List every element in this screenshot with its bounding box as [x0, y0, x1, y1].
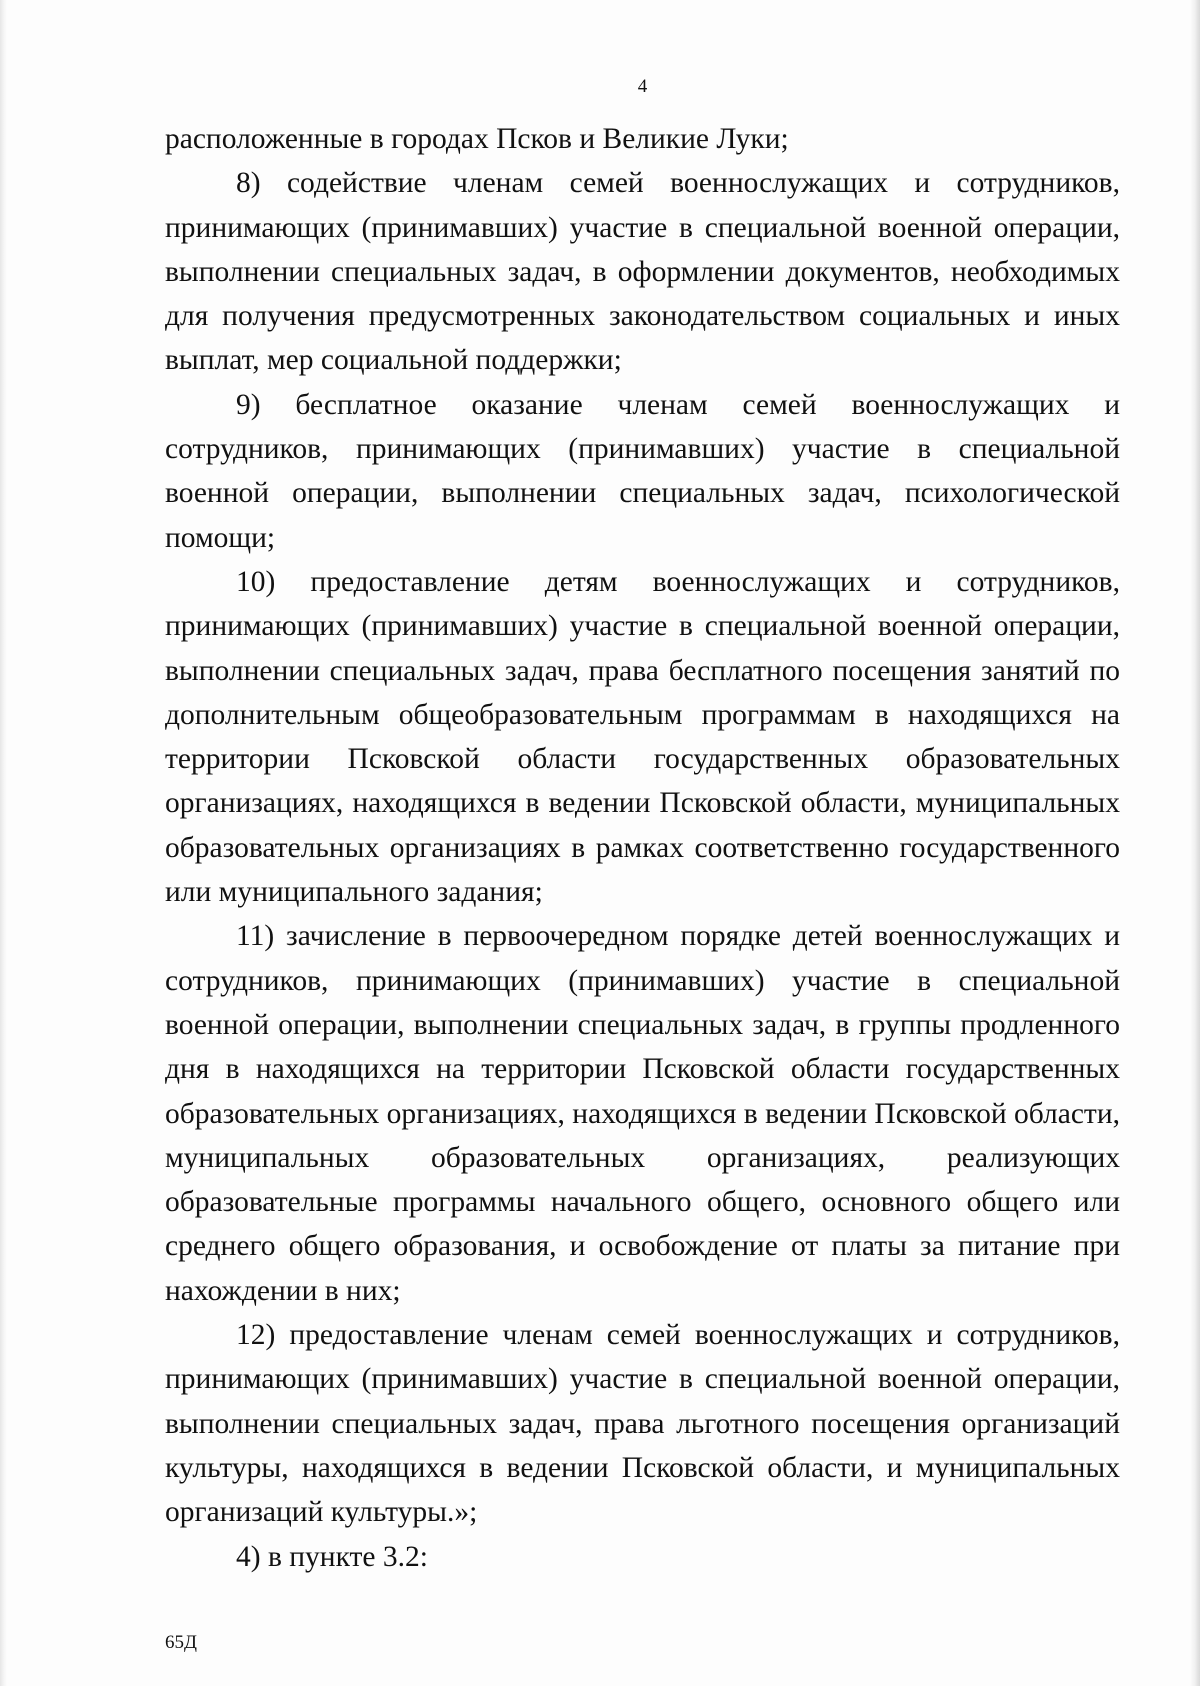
paragraph-item-10: 10) предоставление детям военнослужащих и сотрудников, принимающих (принимавших) участие в специальной военной операции, выполнении специальных задач, права бесплатного посещения занятий по дополнительным общеобразовательным программам в находящихся на территории Псковской области государственных образовательных организациях, находящихся в ведении Псковской области, муниципальных образовательных организациях в рамках соответственно государственного или муниципального задания; — [165, 565, 1120, 909]
page-number: 4 — [637, 76, 648, 97]
paragraph-item-8: 8) содействие членам семей военнослужащих и сотрудников, принимающих (принимавших) участие в специальной военной операции, выполнении специальных задач, в оформлении документов, необходимых для получения предусмотренных законодательством социальных и иных выплат, мер социальной поддержки; — [165, 167, 1120, 377]
paragraph-continuation: расположенные в городах Псков и Великие Луки; — [165, 123, 789, 155]
paragraph-item-12: 12) предоставление членам семей военнослужащих и сотрудников, принимающих (принимавших) участие в специальной военной операции, выполнении специальных задач, права льготного посещения организаций культуры, находящихся в ведении Псковской области, и муниципальных организаций культуры.»; — [165, 1319, 1120, 1529]
document-body — [165, 117, 1120, 1579]
scan-edge-left — [0, 0, 7, 1686]
scan-edge-right — [1190, 0, 1200, 1686]
paragraph-item-4-point-3-2: 4) в пункте 3.2: — [236, 1540, 428, 1573]
paragraph-item-9: 9) бесплатное оказание членам семей военнослужащих и сотрудников, принимающих (принимавших) участие в специальной военной операции, выполнении специальных задач, психологической помощи; — [165, 388, 1120, 554]
document-code: 65Д — [165, 1632, 197, 1653]
paragraph-item-11: 11) зачисление в первоочередном порядке детей военнослужащих и сотрудников, принимающих (принимавших) участие в специальной военной операции, выполнении специальных задач, в группы продленного дня в находящихся на территории Псковской области государственных образовательных организациях, находящихся в ведении Псковской области, муниципальных образовательных организациях, реализующих образовательные программы начального общего, основного общего или среднего общего образования, и освобождение от платы за питание при нахождении в них; — [165, 920, 1120, 1307]
